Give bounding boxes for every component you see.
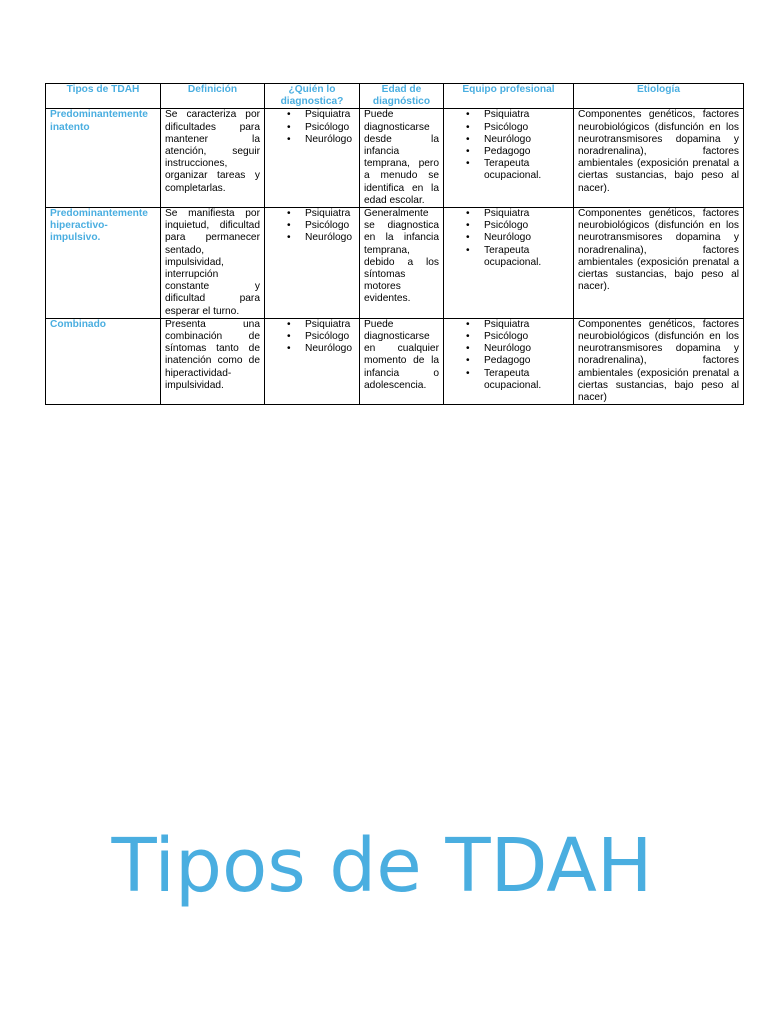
definition-cell: Se manifiesta por inquietud, dificultad para permanecer sentado, impulsividad, interrupción constante y dificultad para esperar el turno. [161,208,265,319]
type-cell: Predominantemente hiperactivo-impulsivo. [46,208,161,319]
list-item [466,331,569,343]
list-item [466,133,569,146]
list-item-text: Psicólogo [305,331,350,343]
bullet-icon: • [287,208,291,220]
team-list [448,208,569,269]
table-header [46,84,744,109]
team-list [448,319,569,392]
tdah-types-table [45,83,744,405]
list-item [287,121,355,134]
list-item-text: Terapeuta ocupacional. [484,367,542,391]
list-item [466,109,569,121]
list-item [466,318,569,331]
list-item [466,158,569,182]
bullet-icon: • [466,220,470,232]
type-cell: Predominantemente inatento [46,109,161,208]
list-item-text: Psiquiatra [305,109,351,121]
age-cell: Puede diagnosticarse en cualquier momento de la infancia o adolescencia. [360,318,444,404]
diagnoser-cell [265,208,360,319]
bullet-icon: • [466,232,470,244]
age-cell: Generalmente se diagnostica en la infancia temprana, debido a los síntomas motores evidentes. [360,208,444,319]
table-row [46,109,744,208]
list-item [466,121,569,134]
bullet-icon: • [287,133,291,145]
team-cell [444,109,574,208]
list-item [287,232,355,244]
list-item [287,133,355,146]
list-item-text: Psiquiatra [305,318,351,330]
list-item-text: Psiquiatra [484,318,530,330]
table-row [46,318,744,404]
diagnoser-cell [265,109,360,208]
header-equipo: Equipo profesional [444,84,574,109]
etiology-cell: Componentes genéticos, factores neurobiológicos (disfunción en los neurotransmisores dopamina y noradrenalina), factores ambientales (exposición prenatal a ciertas sustancias, bajo peso al nacer) [574,318,744,404]
bullet-icon: • [287,343,291,355]
diagnoser-cell [265,318,360,404]
bullet-icon: • [466,331,470,343]
bullet-icon: • [466,121,470,133]
list-item [287,318,355,331]
bullet-icon: • [287,318,291,330]
bullet-icon: • [466,109,470,121]
list-item [287,208,355,220]
header-etiologia: Etiología [574,84,744,109]
type-cell: Combinado [46,318,161,404]
list-item-text: Neurólogo [305,232,353,244]
definition-cell: Presenta una combinación de síntomas tanto de inatención como de hiperactividad-impulsividad. [161,318,265,404]
diagnoser-list [269,319,355,356]
bullet-icon: • [466,318,470,330]
header-tipos: Tipos de TDAH [46,84,161,109]
age-cell: Puede diagnosticarse desde la infancia temprana, pero a menudo se identifica en la edad escolar. [360,109,444,208]
bullet-icon: • [466,355,470,367]
bullet-icon: • [287,220,291,232]
list-item-text: Pedagogo [484,355,531,367]
list-item [287,343,355,355]
list-item-text: Psicólogo [305,121,350,133]
list-item-text: Neurólogo [484,133,532,145]
list-item-text: Psicólogo [484,220,529,232]
bullet-icon: • [466,208,470,220]
list-item-text: Psiquiatra [484,109,530,121]
page-title: Tipos de TDAH [111,823,653,909]
table-body [46,109,744,405]
list-item-text: Neurólogo [484,343,532,355]
list-item-text: Psicólogo [484,331,529,343]
list-item-text: Pedagogo [484,146,531,158]
list-item [466,367,569,392]
etiology-cell: Componentes genéticos, factores neurobiológicos (disfunción en los neurotransmisores dopamina y noradrenalina), factores ambientales (exposición prenatal a ciertas sustancias, bajo peso al nacer). [574,109,744,208]
bullet-icon: • [466,367,470,379]
bullet-icon: • [466,343,470,355]
list-item [287,331,355,343]
list-item-text: Neurólogo [305,133,353,145]
bullet-icon: • [466,244,470,256]
bullet-icon: • [287,232,291,244]
list-item-text: Neurólogo [484,232,532,244]
bullet-icon: • [287,331,291,343]
list-item [466,355,569,367]
list-item-text: Neurólogo [305,343,353,355]
list-item-text: Psiquiatra [484,208,530,220]
header-edad: Edad de diagnóstico [360,84,444,109]
list-item-text: Terapeuta ocupacional. [484,158,542,182]
list-item [466,244,569,269]
definition-cell: Se caracteriza por dificultades para mantener la atención, seguir instrucciones, organizar tareas y completarlas. [161,109,265,208]
bullet-icon: • [287,109,291,121]
list-item [466,208,569,220]
list-item-text: Terapeuta ocupacional. [484,244,542,268]
diagnoser-list [269,109,355,146]
diagnoser-list [269,208,355,245]
list-item [466,343,569,355]
table-row [46,208,744,319]
list-item [287,220,355,232]
bullet-icon: • [466,158,470,170]
team-list [448,109,569,182]
etiology-cell: Componentes genéticos, factores neurobiológicos (disfunción en los neurotransmisores dopamina y noradrenalina), factores ambientales (exposición prenatal a ciertas sustancias, bajo peso al nacer). [574,208,744,319]
list-item [466,220,569,232]
list-item [287,109,355,121]
list-item [466,146,569,158]
team-cell [444,318,574,404]
list-item-text: Psiquiatra [305,208,351,220]
bullet-icon: • [466,133,470,145]
list-item-text: Psicólogo [305,220,350,232]
header-definicion: Definición [161,84,265,109]
header-row [46,84,744,109]
bullet-icon: • [287,121,291,133]
team-cell [444,208,574,319]
list-item-text: Psicólogo [484,121,529,133]
bullet-icon: • [466,146,470,158]
list-item [466,232,569,244]
header-quien: ¿Quién lo diagnostica? [265,84,360,109]
